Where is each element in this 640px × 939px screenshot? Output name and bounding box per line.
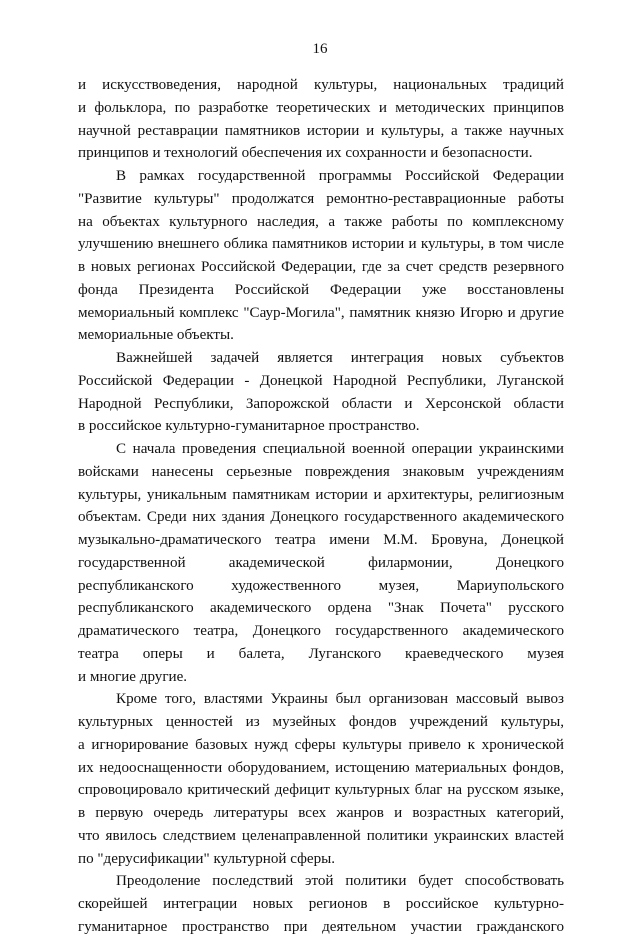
text-line: в первую очередь литературы всех жанров и возрастных категорий, xyxy=(78,805,564,821)
text-line: культурных ценностей из музейных фондов учреждений культуры, xyxy=(78,714,564,730)
paragraph-4 xyxy=(78,438,564,688)
text-line: мемориальный комплекс "Саур-Могила", памятник князю Игорю и другие xyxy=(78,304,564,321)
text-line: культуры, уникальным памятникам истории и архитектуры, религиозным xyxy=(78,486,564,503)
text-line: а игнорирование базовых нужд сферы культуры привело к хронической xyxy=(78,736,564,753)
text-line: государственной академической филармонии, Донецкого xyxy=(78,554,564,571)
paragraph-3 xyxy=(78,347,564,438)
text-line: Преодоление последствий этой политики будет способствовать xyxy=(116,873,564,890)
page-number: 16 xyxy=(312,41,328,57)
text-line: что явилось следствием целенаправленной политики украинских властей xyxy=(78,827,564,844)
text-line: скорейшей интеграции новых регионов в российское культурно- xyxy=(78,896,564,912)
text-line: республиканского художественного музея, Мариупольского xyxy=(78,577,564,594)
text-line: В рамках государственной программы Российской Федерации xyxy=(116,168,564,184)
text-line: их недооснащенности оборудованием, истощению материальных фондов, xyxy=(78,759,564,776)
text-line: Кроме того, властями Украины был организован массовый вывоз xyxy=(116,691,564,708)
text-line: на объектах культурного наследия, а также работы по комплексному xyxy=(78,213,564,230)
text-line: Народной Республики, Запорожской области и Херсонской области xyxy=(78,395,564,412)
text-line: и фольклора, по разработке теоретических и методических принципов xyxy=(78,99,564,116)
text-line: республиканского академического ордена "Знак Почета" русского xyxy=(78,600,564,617)
text-line: в новых регионах Российской Федерации, где за счет средств резервного xyxy=(78,259,564,275)
text-line: фонда Президента Российской Федерации уже восстановлены xyxy=(78,281,564,298)
text-line: гуманитарное пространство при деятельном участии гражданского xyxy=(78,918,564,935)
text-line: принципов и технологий обеспечения их сохранности и безопасности. xyxy=(78,145,533,162)
text-line: спровоцировало критический дефицит культурных благ на русском языке, xyxy=(78,782,564,799)
paragraph-5 xyxy=(78,688,564,870)
text-line: и искусствоведения, народной культуры, национальных традиций xyxy=(78,77,564,93)
text-line: музыкально-драматического театра имени М.М. Бровуна, Донецкой xyxy=(78,532,564,548)
text-line: Важнейшей задачей является интеграция новых субъектов xyxy=(116,350,564,366)
text-line: в российское культурно-гуманитарное пространство. xyxy=(78,418,420,435)
text-line: по "дерусификации" культурной сферы. xyxy=(78,850,336,867)
text-line: С начала проведения специальной военной операции украинскими xyxy=(116,441,564,457)
text-line: театра оперы и балета, Луганского краеведческого музея xyxy=(78,645,564,662)
text-line: "Развитие культуры" продолжатся ремонтно-реставрационные работы xyxy=(78,190,564,207)
text-line: драматического театра, Донецкого государственного академического xyxy=(78,623,564,639)
text-line: Российской Федерации - Донецкой Народной Республики, Луганской xyxy=(78,372,564,389)
paragraph-6 xyxy=(78,870,564,938)
text-line: объектам. Среди них здания Донецкого государственного академического xyxy=(78,509,564,526)
document-body xyxy=(78,74,564,939)
text-line: войсками нанесены серьезные повреждения знаковым учреждениям xyxy=(78,463,564,480)
text-line: и многие другие. xyxy=(78,668,188,685)
paragraph-2 xyxy=(78,165,564,347)
text-line: улучшению внешнего облика памятников истории и культуры, в том числе xyxy=(78,236,564,253)
text-line: научной реставрации памятников истории и культуры, а также научных xyxy=(78,122,564,139)
text-line: мемориальные объекты. xyxy=(78,327,234,344)
paragraph-1 xyxy=(78,74,564,165)
